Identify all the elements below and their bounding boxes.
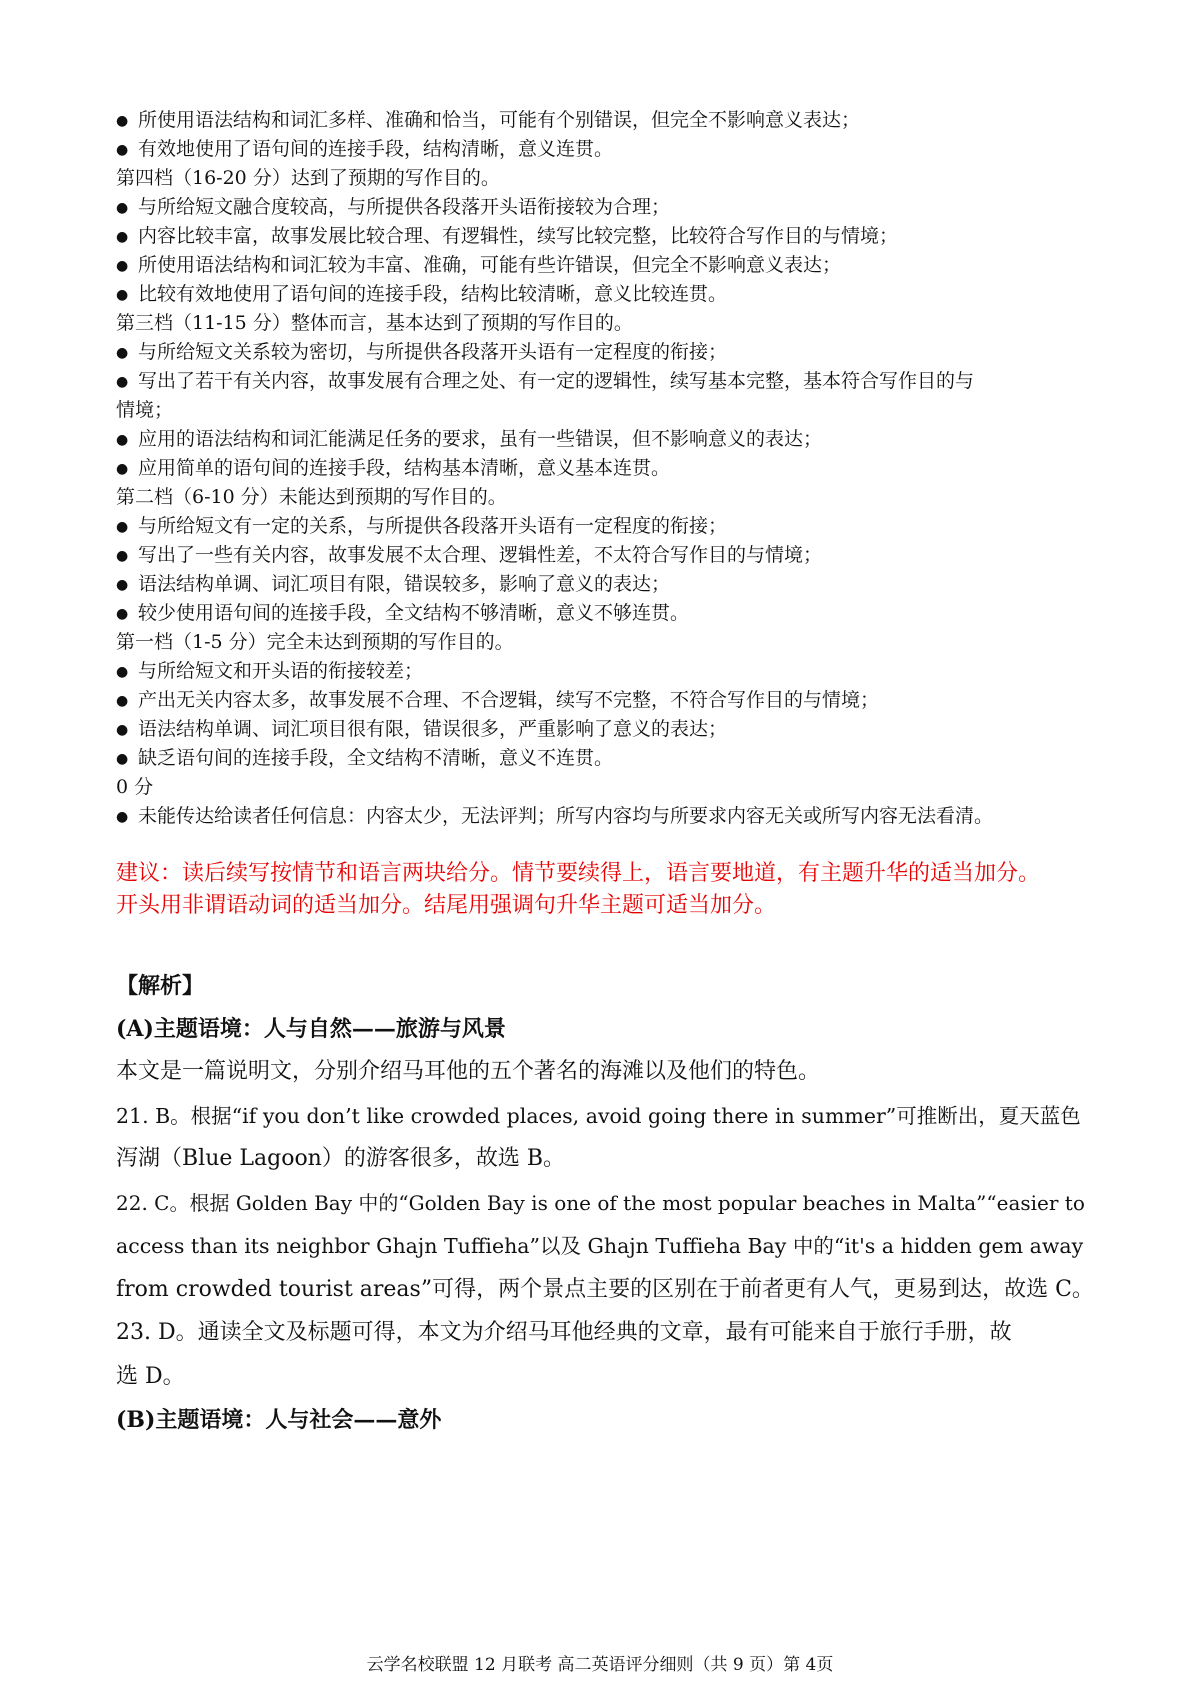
analysis-title: 【解析】 — [116, 973, 205, 999]
grade-heading-4: 第四档（16-20 分）达到了预期的写作目的。 — [116, 167, 500, 189]
rubric-line-6 — [116, 252, 1101, 278]
rubric-text: 语法结构单调、词汇项目有限，错误较多，影响了意义的表达； — [138, 573, 671, 595]
rubric-line-18 — [116, 600, 1101, 626]
grade-heading-3: 第三档（11-15 分）整体而言，基本达到了预期的写作目的。 — [116, 312, 633, 334]
bullet: ● — [116, 606, 129, 622]
suggestion-line-2: 开头用非谓语动词的适当加分。结尾用强调句升华主题可适当加分。 — [116, 893, 777, 918]
rubric-text: 较少使用语句间的连接手段，全文结构不够清晰，意义不够连贯。 — [138, 602, 690, 624]
bullet: ● — [116, 809, 129, 825]
rubric-text: 产出无关内容太多，故事发展不合理、不合逻辑，续写不完整，不符合写作目的与情境； — [138, 689, 880, 711]
rubric-line-10 — [116, 368, 1101, 394]
rubric-line-20 — [116, 658, 1101, 684]
section-a-heading: (A)主题语境：人与自然——旅游与风景 — [116, 1016, 506, 1042]
q21-line-2: 泻湖（Blue Lagoon）的游客很多，故选 B。 — [116, 1146, 566, 1171]
rubric-line-23 — [116, 745, 1101, 771]
rubric-line-9 — [116, 339, 1101, 365]
grade-heading-2: 第二档（6-10 分）未能达到预期的写作目的。 — [116, 486, 507, 508]
bullet: ● — [116, 548, 129, 564]
section-b-heading: (B)主题语境：人与社会——意外 — [116, 1407, 442, 1433]
bullet: ● — [116, 519, 129, 535]
passage-intro: 本文是一篇说明文，分别介绍马耳他的五个著名的海滩以及他们的特色。 — [116, 1059, 821, 1084]
bullet: ● — [116, 577, 129, 593]
rubric-line-7 — [116, 281, 1101, 307]
rubric-line-1 — [116, 107, 1101, 133]
rubric-text: 语法结构单调、词汇项目很有限，错误很多，严重影响了意义的表达； — [138, 718, 728, 740]
rubric-text: 所使用语法结构和词汇多样、准确和恰当，可能有个别错误，但完全不影响意义表达； — [138, 109, 861, 131]
rubric-text: 所使用语法结构和词汇较为丰富、准确，可能有些许错误，但完全不影响意义表达； — [138, 254, 842, 276]
rubric-line-22 — [116, 716, 1101, 742]
bullet: ● — [116, 345, 129, 361]
rubric-text: 与所给短文关系较为密切，与所提供各段落开头语有一定程度的衔接； — [138, 341, 728, 363]
bullet: ● — [116, 287, 129, 303]
bullet: ● — [116, 229, 129, 245]
rubric-text: 缺乏语句间的连接手段，全文结构不清晰，意义不连贯。 — [138, 747, 614, 769]
rubric-line-17 — [116, 571, 1101, 597]
bullet: ● — [116, 693, 129, 709]
rubric-line-25 — [116, 803, 1101, 829]
q21-line-1: 21. B。根据“if you don’t like crowded places, avoid going there in summer”可推断出，夏天蓝色 — [116, 1104, 1081, 1128]
bullet: ● — [116, 142, 129, 158]
bullet: ● — [116, 432, 129, 448]
q22-line-2: access than its neighbor Ghajn Tuffieha”以及 Ghajn Tuffieha Bay 中的“it's a hidden gem away — [116, 1234, 1084, 1258]
rubric-text: 与所给短文融合度较高，与所提供各段落开头语衔接较为合理； — [138, 196, 671, 218]
bullet: ● — [116, 722, 129, 738]
rubric-line-2 — [116, 136, 1101, 162]
rubric-line-11: 情境； — [116, 399, 174, 421]
rubric-line-5 — [116, 223, 1101, 249]
rubric-line-12 — [116, 426, 1101, 452]
rubric-text: 比较有效地使用了语句间的连接手段，结构比较清晰，意义比较连贯。 — [138, 283, 728, 305]
rubric-text: 写出了一些有关内容，故事发展不太合理、逻辑性差，不太符合写作目的与情境； — [138, 544, 823, 566]
rubric-text: 应用的语法结构和词汇能满足任务的要求，虽有一些错误，但不影响意义的表达； — [138, 428, 823, 450]
bullet: ● — [116, 664, 129, 680]
bullet: ● — [116, 113, 129, 129]
rubric-line-15 — [116, 513, 1101, 539]
rubric-line-4 — [116, 194, 1101, 220]
bullet: ● — [116, 258, 129, 274]
grade-heading-0: 0 分 — [116, 776, 154, 798]
q23-line-2: 选 D。 — [116, 1364, 185, 1389]
q23-line-1: 23. D。通读全文及标题可得，本文为介绍马耳他经典的文章，最有可能来自于旅行手册，故 — [116, 1320, 1012, 1345]
bullet: ● — [116, 200, 129, 216]
bullet: ● — [116, 461, 129, 477]
rubric-line-21 — [116, 687, 1101, 713]
rubric-line-16 — [116, 542, 1101, 568]
rubric-text: 未能传达给读者任何信息：内容太少，无法评判；所写内容均与所要求内容无关或所写内容无法看清。 — [138, 805, 994, 827]
rubric-text: 内容比较丰富，故事发展比较合理、有逻辑性，续写比较完整，比较符合写作目的与情境； — [138, 225, 899, 247]
rubric-text: 应用简单的语句间的连接手段，结构基本清晰，意义基本连贯。 — [138, 457, 671, 479]
page-footer: 云学名校联盟 12 月联考 高二英语评分细则（共 9 页）第 4页 — [366, 1655, 834, 1675]
q22-line-1: 22. C。根据 Golden Bay 中的“Golden Bay is one of the most popular beaches in Malta”“easier to — [116, 1191, 1085, 1215]
q22-line-3: from crowded tourist areas”可得，两个景点主要的区别在于前者更有人气，更易到达，故选 C。 — [116, 1277, 1094, 1302]
grade-heading-1: 第一档（1-5 分）完全未达到预期的写作目的。 — [116, 631, 514, 653]
rubric-text: 与所给短文有一定的关系，与所提供各段落开头语有一定程度的衔接； — [138, 515, 728, 537]
rubric-text: 与所给短文和开头语的衔接较差； — [138, 660, 424, 682]
bullet: ● — [116, 751, 129, 767]
bullet: ● — [116, 374, 129, 390]
suggestion-line-1: 建议：读后续写按情节和语言两块给分。情节要续得上，语言要地道，有主题升华的适当加分。 — [116, 861, 1041, 886]
rubric-text: 有效地使用了语句间的连接手段，结构清晰，意义连贯。 — [138, 138, 614, 160]
rubric-line-13 — [116, 455, 1101, 481]
rubric-text: 写出了若干有关内容，故事发展有合理之处、有一定的逻辑性，续写基本完整，基本符合写作目的与 — [138, 370, 975, 392]
